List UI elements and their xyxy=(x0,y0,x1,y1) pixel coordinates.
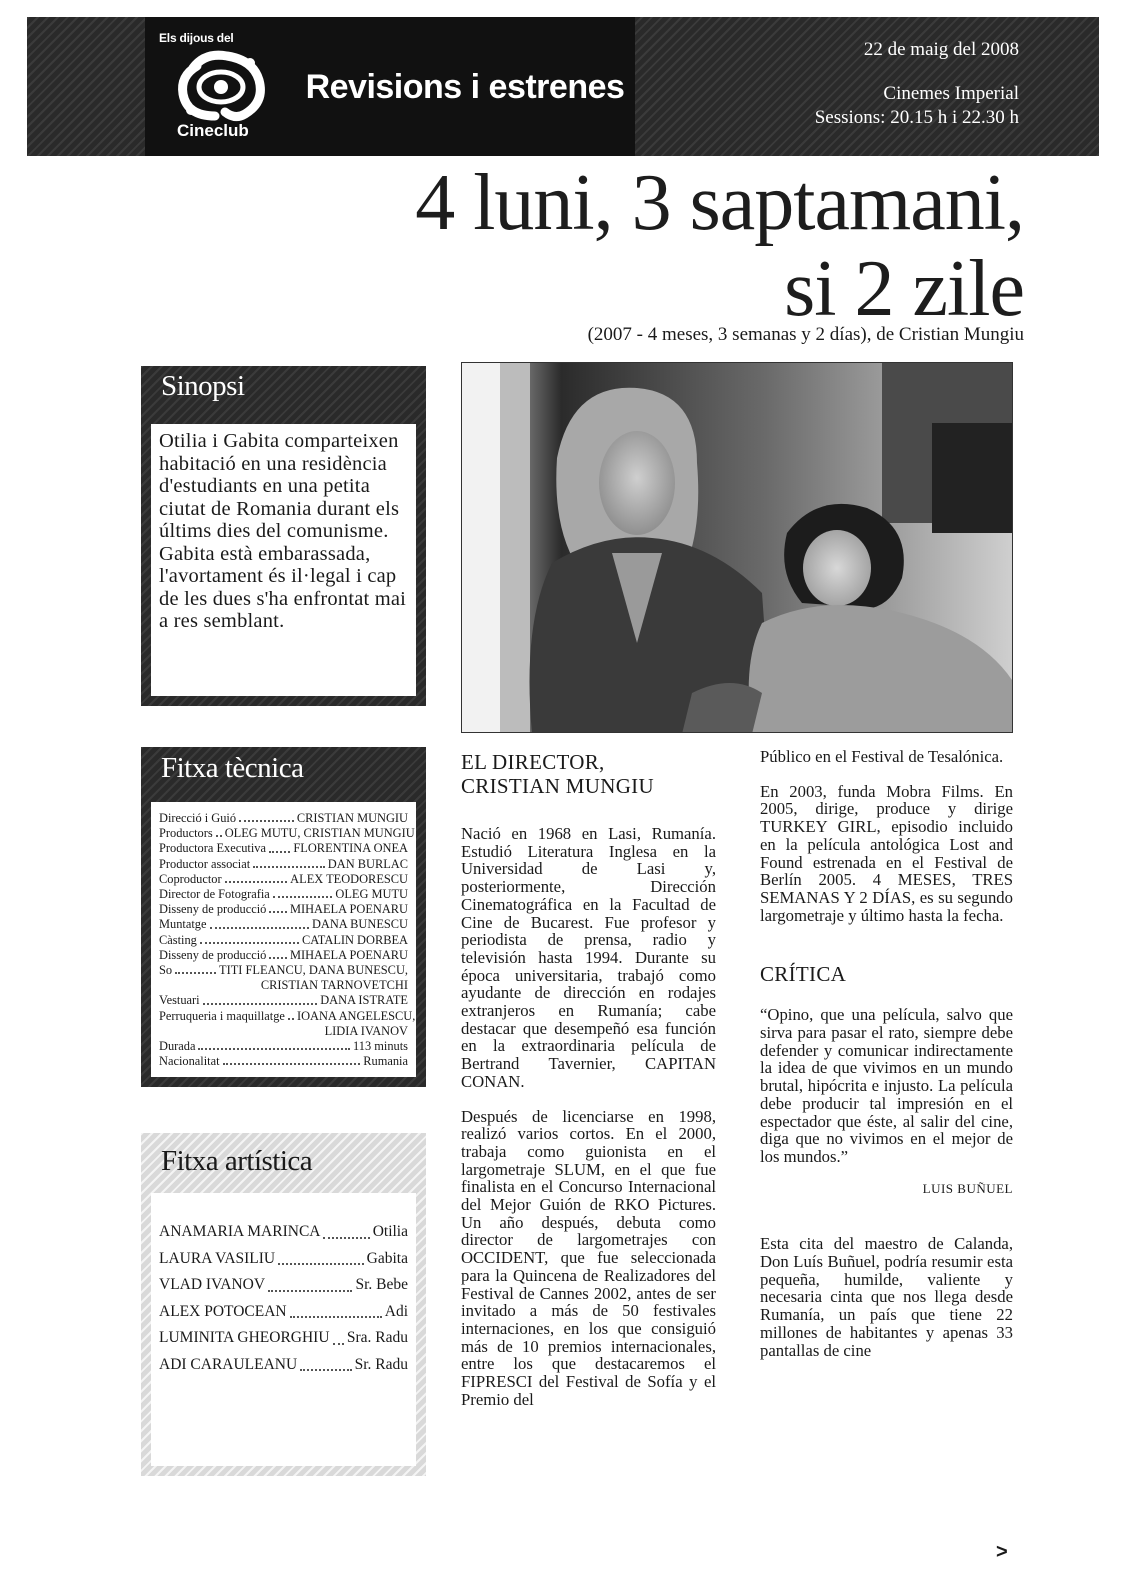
dot-leader xyxy=(269,851,290,853)
dot-leader xyxy=(175,972,216,974)
credit-name: DANA BUNESCU xyxy=(311,917,408,932)
credit-role: So xyxy=(159,963,173,978)
fitxa-artistica-title: Fitxa artística xyxy=(161,1145,313,1177)
credit-name: OLEG MUTU xyxy=(335,887,408,902)
credit-name: ALEX TEODORESCU xyxy=(290,871,408,886)
credit-name: DANA ISTRATE xyxy=(320,993,408,1008)
fitxa-artistica-content xyxy=(151,1193,416,1466)
credit-name: DAN BURLAC xyxy=(327,856,408,871)
film-still-photo xyxy=(461,362,1013,733)
cast-role: Sr. Radu xyxy=(354,1355,408,1373)
cast-role: Sra. Radu xyxy=(346,1329,408,1346)
logo-bottom-text: Cineclub xyxy=(177,121,249,140)
film-subtitle: (2007 - 4 meses, 3 semanas y 2 días), de Cristian Mungiu xyxy=(587,324,1024,345)
credit-name-cont: LIDIA IVANOV xyxy=(324,1023,408,1038)
logo-top-text: Els dijous del xyxy=(159,31,234,45)
credit-role: Coproductor xyxy=(159,871,222,886)
cast-role: Gabita xyxy=(366,1249,408,1267)
eye-logo-icon xyxy=(175,50,267,122)
credit-role: Disseny de producció xyxy=(159,947,267,962)
dot-leader xyxy=(290,1316,382,1318)
credit-name-cont: CRISTIAN TARNOVETCHI xyxy=(260,978,408,993)
dot-leader xyxy=(278,1263,364,1265)
credit-row xyxy=(159,857,408,872)
dot-leader xyxy=(210,927,309,929)
dot-leader xyxy=(200,942,299,944)
dot-leader xyxy=(269,911,287,913)
next-page-arrow: > xyxy=(996,1541,1008,1563)
dot-leader xyxy=(239,820,294,822)
film-title xyxy=(124,160,1024,332)
critica-column xyxy=(760,748,1013,1376)
cast-row xyxy=(159,1299,408,1326)
director-heading xyxy=(461,750,716,798)
credit-role: Càsting xyxy=(159,932,197,947)
credit-row xyxy=(159,1054,408,1069)
credit-name: 113 minuts xyxy=(353,1039,408,1054)
credit-row xyxy=(159,811,408,826)
credit-role: Productor associat xyxy=(159,856,251,871)
cast-actor: LUMINITA GHEORGHIU xyxy=(159,1329,330,1346)
sinopsi-title: Sinopsi xyxy=(161,370,245,402)
credit-role: Muntatge xyxy=(159,917,207,932)
critica-heading: CRÍTICA xyxy=(760,962,847,987)
cast-row xyxy=(159,1325,408,1352)
credit-role: Director de Fotografia xyxy=(159,887,270,902)
cast-role: Adi xyxy=(384,1302,408,1320)
sinopsi-text: Otilia i Gabita comparteixen habitació en una residència d'estudiants en una petita ciutat de Romania durant els últims dies del comunisme. Gabita està embarassada, l'avortament és il·legal i cap de les dues s'ha enfrontat mai a res semblant. xyxy=(159,430,407,632)
venue-info xyxy=(815,82,1019,130)
cast-row xyxy=(159,1246,408,1273)
fitxa-artistica-box xyxy=(141,1133,426,1476)
cast-row xyxy=(159,1352,408,1379)
credit-role: Durada xyxy=(159,1039,196,1054)
credit-row xyxy=(159,902,408,917)
cast-role: Otilia xyxy=(372,1223,408,1240)
credit-role: Vestuari xyxy=(159,993,200,1008)
credits-list xyxy=(151,802,416,1069)
credit-role: Direcció i Guió xyxy=(159,811,237,825)
credit-row xyxy=(159,1039,408,1054)
credit-name: MIHAELA POENARU xyxy=(289,902,408,917)
credit-row xyxy=(159,963,408,978)
credit-name: MIHAELA POENARU xyxy=(289,947,408,962)
dot-leader xyxy=(333,1343,344,1345)
director-paragraph-2: Después de licenciarse en 1998, realizó varios cortos. En el 2000, trabaja como guionista en el largometraje SLUM, en el que fue finalista en el Concurso Internacional del Mejor Guión de RKO Pictures. Un año después, debuta como director de largometrajes con OCCIDENT, que fue seleccionada para la Quincena de Realizadores del Festival de Cannes 2002, antes de ser invitado a más de 50 festivales internaciones, en los que consiguió más de 10 premios internacionales, entre los que destacaremos el FIPRESCI del Festival de Sofía y el Premio del xyxy=(461,1106,716,1409)
dot-leader xyxy=(225,881,288,883)
dot-leader xyxy=(198,1048,350,1050)
credit-row xyxy=(159,841,408,856)
fitxa-tecnica-title: Fitxa tècnica xyxy=(161,752,304,784)
dot-leader xyxy=(300,1369,351,1371)
cast-row xyxy=(159,1219,408,1246)
credit-row xyxy=(159,826,415,841)
dot-leader xyxy=(323,1237,369,1239)
credit-row xyxy=(159,948,408,963)
credit-name: Rumania xyxy=(363,1054,408,1069)
dot-leader xyxy=(273,896,333,898)
cineclub-logo xyxy=(145,17,295,156)
sinopsi-box xyxy=(141,366,426,706)
fitxa-tecnica-content xyxy=(151,802,416,1077)
sinopsi-content xyxy=(151,424,416,696)
credit-role: Perruqueria i maquillatge xyxy=(159,1008,285,1023)
credit-name: OLEG MUTU, CRISTIAN MUNGIU xyxy=(224,826,415,841)
credit-name: CATALIN DORBEA xyxy=(301,932,408,947)
director-paragraph-3: En 2003, funda Mobra Films. En 2005, dirige, produce y dirige TURKEY GIRL, episodio incluido en la película antológica Lost and Found estrenada en el Festival de Berlín 2005. 4 MESES, TRES SEMANAS Y 2 DÍAS, es su segundo largometraje y último hasta la fecha. xyxy=(760,781,1013,925)
session-times: Sessions: 20.15 h i 22.30 h xyxy=(814,107,1019,128)
credit-name: CRISTIAN MUNGIU xyxy=(296,811,408,825)
cast-actor: ALEX POTOCEAN xyxy=(159,1302,287,1320)
screening-date: 22 de maig del 2008 xyxy=(863,39,1019,60)
cast-actor: VLAD IVANOV xyxy=(159,1276,266,1293)
credit-role: Nacionalitat xyxy=(159,1054,220,1069)
page-header xyxy=(27,17,1099,156)
dot-leader xyxy=(203,1003,318,1005)
dot-leader xyxy=(223,1063,361,1065)
director-paragraph-1: Nació en 1968 en Lasi, Rumanía. Estudió Literatura Inglesa en la Universidad de Lasi y, posteriormente, Dirección Cinematográfica en la Facultad de Cine de Bucarest. Fue profesor y periodista de prensa, radio y televisión hasta 1994. Durante su época universitaria, trabajó como ayudante de dirección en rodajes extranjeros en Rumanía; cabe destacar que desempeñó esa función en la extraordinaria película de Bertrand Tavernier, CAPITAN CONAN. xyxy=(461,824,716,1091)
credit-role: Productors xyxy=(159,826,213,841)
director-heading-line2: CRISTIAN MUNGIU xyxy=(461,774,654,798)
credit-row xyxy=(159,933,408,948)
dot-leader xyxy=(288,1018,294,1020)
credit-row xyxy=(159,1008,416,1024)
cast-role: Sr. Bebe xyxy=(355,1276,408,1293)
credit-row xyxy=(159,917,408,932)
credit-row xyxy=(159,887,408,902)
credit-role: Disseny de producció xyxy=(159,902,267,917)
cast-actor: ADI CARAULEANU xyxy=(159,1355,298,1373)
cast-list xyxy=(151,1193,416,1378)
dot-leader xyxy=(216,835,222,837)
venue-name: Cinemes Imperial xyxy=(883,83,1019,104)
cast-actor: LAURA VASILIU xyxy=(159,1249,276,1267)
film-title-line2: si 2 zile xyxy=(784,245,1024,333)
cast-actor: ANAMARIA MARINCA xyxy=(159,1223,321,1240)
dot-leader xyxy=(268,1290,352,1292)
film-title-line1: 4 luni, 3 saptamani, xyxy=(415,159,1024,247)
credit-name: TITI FLEANCU, DANA BUNESCU, xyxy=(219,963,408,978)
film-still-image xyxy=(462,363,1013,733)
credit-name: FLORENTINA ONEA xyxy=(293,841,408,856)
header-title: Revisions i estrenes xyxy=(295,17,635,156)
credit-row xyxy=(159,872,408,887)
critica-text: Esta cita del maestro de Calanda, Don Luís Buñuel, podría resumir esta pequeña, humilde, valiente y necesaria cinta que nos llega desde Rumanía, un país que tiene 22 millones de habitantes y apenas 33 pantallas de cine xyxy=(760,1234,1013,1360)
director-column xyxy=(461,750,716,1426)
director-paragraph-2-cont: Público en el Festival de Tesalónica. xyxy=(760,747,1004,766)
bunuel-quote: “Opino, que una película, salvo que sirva para pasar el rato, siempre debe defender y comunicar indirectamente la idea de que vivimos en un mundo brutal, hipócrita e injusto. La película debe producir tal impresión en el espectador que éste, al salir del cine, diga que no vivimos en el mejor de los mundos.” xyxy=(760,1005,1013,1166)
credit-role: Productora Executiva xyxy=(159,841,267,856)
credit-name: IOANA ANGELESCU, xyxy=(296,1008,416,1023)
dot-leader xyxy=(253,866,325,868)
cast-row xyxy=(159,1272,408,1299)
quote-author: LUIS BUÑUEL xyxy=(922,1180,1013,1196)
credit-row xyxy=(159,993,408,1008)
dot-leader xyxy=(269,957,287,959)
fitxa-tecnica-box xyxy=(141,747,426,1087)
director-heading-line1: EL DIRECTOR, xyxy=(461,750,605,774)
